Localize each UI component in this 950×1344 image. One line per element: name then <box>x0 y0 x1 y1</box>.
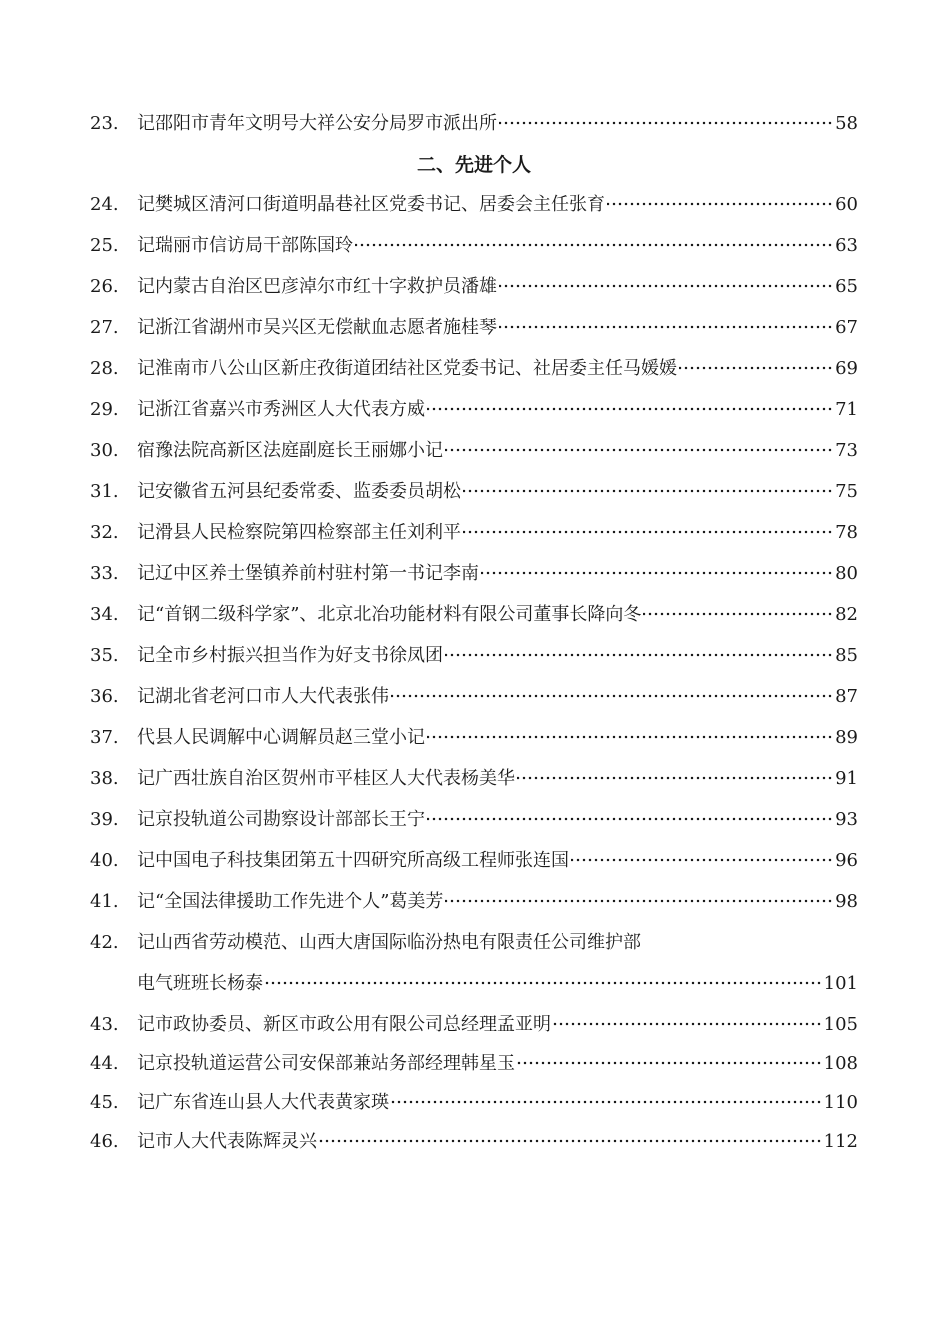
entry-page-number: 78 <box>835 522 858 543</box>
entry-number: 38. <box>90 768 119 789</box>
leader-dots <box>463 530 833 534</box>
entry-number: 37. <box>90 727 119 748</box>
toc-entry-25 <box>90 230 858 271</box>
entry-page-number: 89 <box>835 727 858 748</box>
leader-dots <box>319 1139 822 1143</box>
leader-dots <box>355 243 833 247</box>
entry-title: 记京投轨道运营公司安保部兼站务部经理韩星玉 <box>137 1053 515 1074</box>
entry-title: 记安徽省五河县纪委常委、监委委员胡松 <box>137 481 461 502</box>
entry-number: 31. <box>90 481 119 502</box>
toc-entry-37 <box>90 722 858 763</box>
toc-entry-28 <box>90 353 858 394</box>
entry-page-number: 112 <box>823 1131 858 1152</box>
leader-dots <box>553 1022 822 1026</box>
toc-entry-39 <box>90 804 858 845</box>
toc-entry-43 <box>90 1009 858 1048</box>
toc-entry-38 <box>90 763 858 804</box>
entry-number: 29. <box>90 399 119 420</box>
leader-dots <box>391 1100 822 1104</box>
leader-dots <box>427 407 833 411</box>
entry-number: 32. <box>90 522 119 543</box>
entry-page-number: 63 <box>835 235 858 256</box>
entry-title: 记内蒙古自治区巴彦淖尔市红十字救护员潘雄 <box>137 276 497 297</box>
entry-number: 35. <box>90 645 119 666</box>
entry-title: 记广西壮族自治区贺州市平桂区人大代表杨美华 <box>137 768 515 789</box>
leader-dots <box>481 571 833 575</box>
leader-dots <box>679 366 833 370</box>
leader-dots <box>445 448 833 452</box>
leader-dots <box>517 776 833 780</box>
toc-entry-40 <box>90 845 858 886</box>
entry-page-number: 73 <box>835 440 858 461</box>
entry-number: 44. <box>90 1053 119 1074</box>
entry-title: 记市政协委员、新区市政公用有限公司总经理孟亚明 <box>137 1014 551 1035</box>
section-heading: 二、先进个人 <box>416 154 531 176</box>
entry-page-number: 71 <box>835 399 858 420</box>
entry-number: 39. <box>90 809 119 830</box>
toc-entry-31 <box>90 476 858 517</box>
toc-entry-42 <box>90 927 858 968</box>
entry-page-number: 96 <box>835 850 858 871</box>
entry-page-number: 87 <box>835 686 858 707</box>
entry-page-number: 93 <box>835 809 858 830</box>
entry-page-number: 82 <box>835 604 858 625</box>
toc-entry-35 <box>90 640 858 681</box>
leader-dots <box>265 981 822 985</box>
entry-number: 34. <box>90 604 119 625</box>
entry-number: 42. <box>90 932 119 953</box>
entry-title: 记“首钢二级科学家”、北京北冶功能材料有限公司董事长降向冬 <box>137 604 642 625</box>
entry-page-number: 69 <box>835 358 858 379</box>
leader-dots <box>571 858 833 862</box>
entry-page-number: 60 <box>835 194 858 215</box>
entry-number: 41. <box>90 891 119 912</box>
entry-title: 记浙江省湖州市吴兴区无偿献血志愿者施桂琴 <box>137 317 497 338</box>
entry-page-number: 101 <box>823 973 858 994</box>
entry-title: 记淮南市八公山区新庄孜街道团结社区党委书记、社居委主任马媛媛 <box>137 358 677 379</box>
leader-dots <box>499 121 833 125</box>
leader-dots <box>391 694 833 698</box>
entry-title: 记山西省劳动模范、山西大唐国际临汾热电有限责任公司维护部 <box>137 932 641 953</box>
leader-dots <box>499 325 833 329</box>
entry-title: 记市人大代表陈辉灵兴 <box>137 1131 317 1152</box>
leader-dots <box>643 612 833 616</box>
entry-number: 30. <box>90 440 119 461</box>
entry-title: 记辽中区养士堡镇养前村驻村第一书记李南 <box>137 563 479 584</box>
entry-title: 记湖北省老河口市人大代表张伟 <box>137 686 389 707</box>
entry-number: 40. <box>90 850 119 871</box>
entry-title: 记瑞丽市信访局干部陈国玲 <box>137 235 353 256</box>
entry-page-number: 75 <box>835 481 858 502</box>
leader-dots <box>445 653 833 657</box>
entry-page-number: 67 <box>835 317 858 338</box>
leader-dots <box>463 489 833 493</box>
entry-page-number: 108 <box>823 1053 858 1074</box>
toc-entry-30 <box>90 435 858 476</box>
entry-page-number: 58 <box>835 113 858 134</box>
entry-page-number: 80 <box>835 563 858 584</box>
leader-dots <box>607 202 833 206</box>
entry-number: 25. <box>90 235 119 256</box>
toc-entry-23 <box>90 108 858 149</box>
entry-title: 记全市乡村振兴担当作为好支书徐凤团 <box>137 645 443 666</box>
leader-dots <box>445 899 833 903</box>
entry-number: 45. <box>90 1092 119 1113</box>
entry-title: 记京投轨道公司勘察设计部部长王宁 <box>137 809 425 830</box>
toc-entry-45 <box>90 1087 858 1126</box>
entry-title-continued: 电气班班长杨泰 <box>137 973 263 994</box>
entry-number: 36. <box>90 686 119 707</box>
entry-title: 宿豫法院高新区法庭副庭长王丽娜小记 <box>137 440 443 461</box>
entry-page-number: 110 <box>823 1092 858 1113</box>
entry-number: 28. <box>90 358 119 379</box>
entry-page-number: 98 <box>835 891 858 912</box>
entry-title: 记邵阳市青年文明号大祥公安分局罗市派出所 <box>137 113 497 134</box>
toc-entry-34 <box>90 599 858 640</box>
entry-page-number: 91 <box>835 768 858 789</box>
toc-entry-32 <box>90 517 858 558</box>
toc-entry-41 <box>90 886 858 927</box>
entry-title: 记浙江省嘉兴市秀洲区人大代表方威 <box>137 399 425 420</box>
toc-entry-26 <box>90 271 858 312</box>
entry-number: 27. <box>90 317 119 338</box>
table-of-contents <box>90 108 858 1165</box>
entry-page-number: 105 <box>823 1014 858 1035</box>
toc-entry-33 <box>90 558 858 599</box>
toc-entry-46 <box>90 1126 858 1165</box>
entry-title: 代县人民调解中心调解员赵三堂小记 <box>137 727 425 748</box>
entry-title: 记中国电子科技集团第五十四研究所高级工程师张连国 <box>137 850 569 871</box>
leader-dots <box>517 1061 822 1065</box>
entry-page-number: 65 <box>835 276 858 297</box>
toc-entry-42-continued <box>90 968 858 1009</box>
entry-number: 24. <box>90 194 119 215</box>
entry-page-number: 85 <box>835 645 858 666</box>
toc-entry-27 <box>90 312 858 353</box>
entry-title: 记樊城区清河口街道明晶巷社区党委书记、居委会主任张育 <box>137 194 605 215</box>
entry-title: 记滑县人民检察院第四检察部主任刘利平 <box>137 522 461 543</box>
entry-number: 33. <box>90 563 119 584</box>
entry-title: 记“全国法律援助工作先进个人”葛美芳 <box>137 891 444 912</box>
entry-number: 23. <box>90 113 119 134</box>
toc-entry-24 <box>90 189 858 230</box>
entry-number: 26. <box>90 276 119 297</box>
entry-number: 46. <box>90 1131 119 1152</box>
leader-dots <box>427 735 833 739</box>
toc-entry-44 <box>90 1048 858 1087</box>
entry-number: 43. <box>90 1014 119 1035</box>
leader-dots <box>427 817 833 821</box>
leader-dots <box>499 284 833 288</box>
toc-entry-36 <box>90 681 858 722</box>
toc-entry-29 <box>90 394 858 435</box>
entry-title: 记广东省连山县人大代表黄家瑛 <box>137 1092 389 1113</box>
